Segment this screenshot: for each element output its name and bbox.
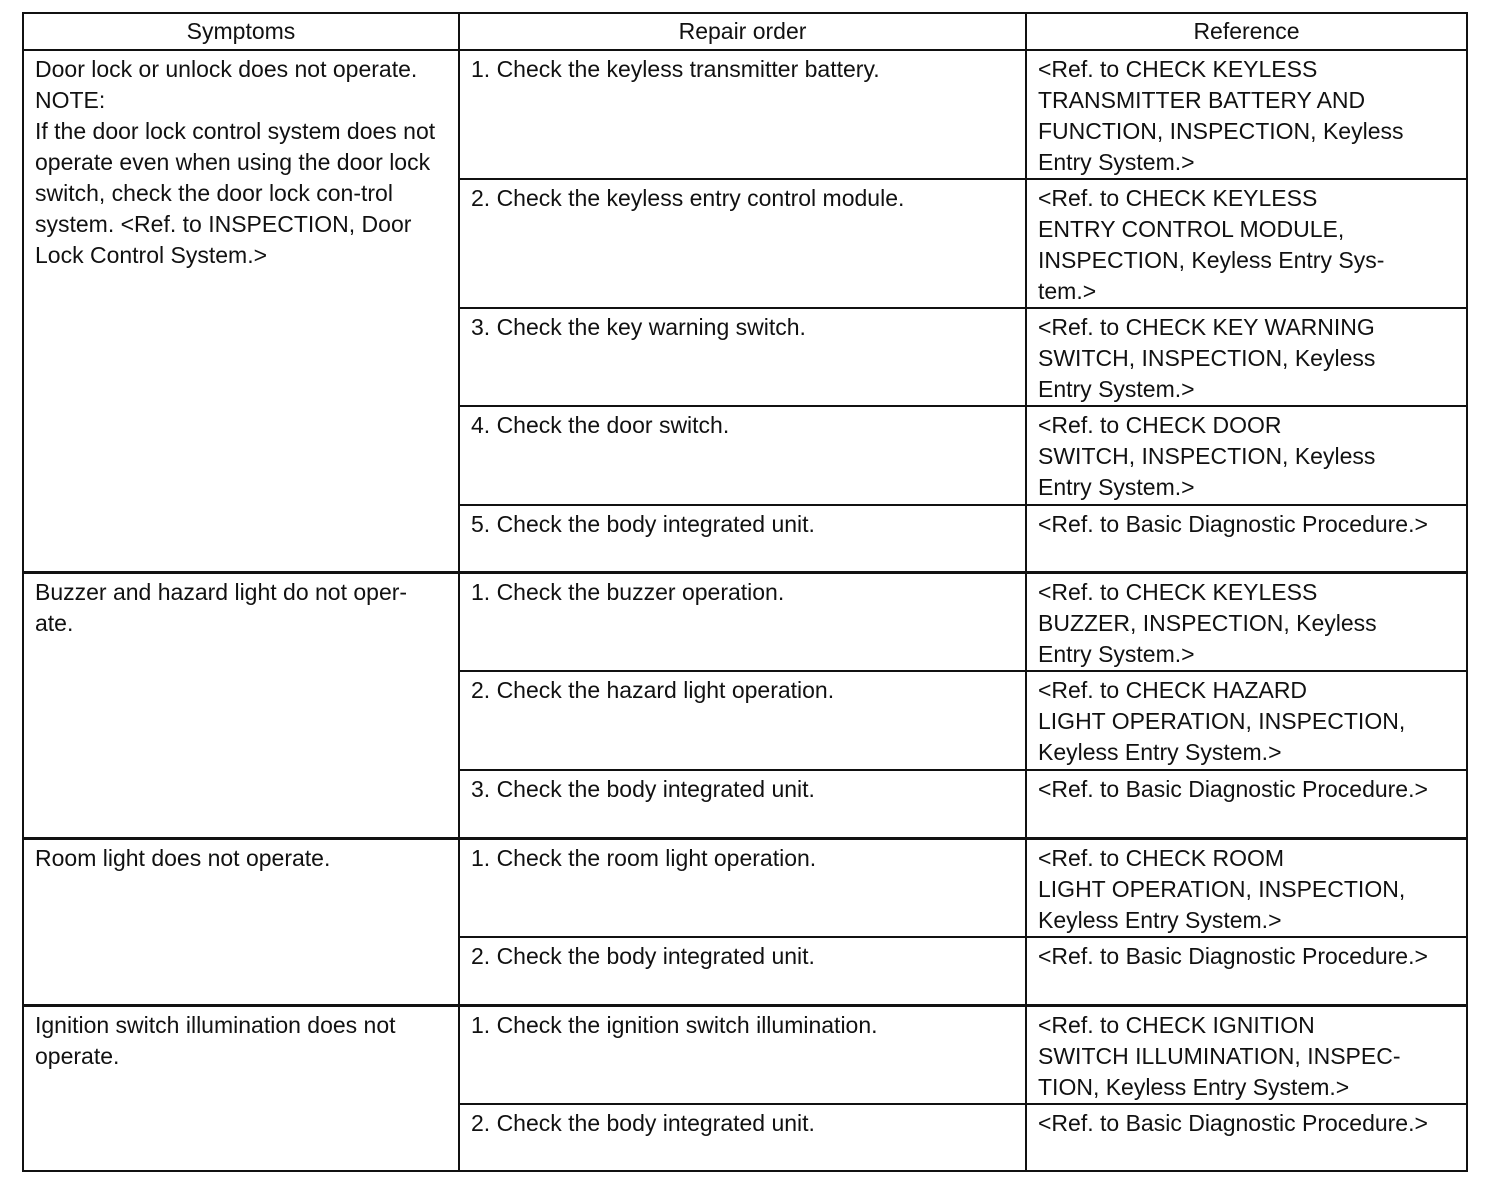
reference-cell: <Ref. to Basic Diagnostic Procedure.> (1026, 1104, 1467, 1171)
table-row (23, 50, 1467, 179)
reference-cell: <Ref. to Basic Diagnostic Procedure.> (1026, 505, 1467, 572)
symptom-cell: Room light does not operate. (23, 838, 459, 1005)
table-row (23, 1005, 1467, 1104)
reference-cell: <Ref. to Basic Diagnostic Procedure.> (1026, 770, 1467, 838)
repair-step: 1. Check the keyless transmitter battery. (459, 50, 1026, 179)
header-reference: Reference (1026, 13, 1467, 50)
reference-cell: <Ref. to CHECK IGNITION SWITCH ILLUMINATION, INSPEC- TION, Keyless Entry System.> (1026, 1005, 1467, 1104)
reference-cell: <Ref. to CHECK KEYLESS BUZZER, INSPECTION, Keyless Entry System.> (1026, 572, 1467, 671)
diagnostic-table (22, 12, 1468, 1172)
symptom-cell: Buzzer and hazard light do not oper- ate. (23, 572, 459, 838)
reference-cell: <Ref. to CHECK ROOM LIGHT OPERATION, INSPECTION, Keyless Entry System.> (1026, 838, 1467, 937)
symptom-cell: Ignition switch illumination does not operate. (23, 1005, 459, 1171)
repair-step: 2. Check the body integrated unit. (459, 1104, 1026, 1171)
repair-step: 1. Check the ignition switch illumination. (459, 1005, 1026, 1104)
header-repair-order: Repair order (459, 13, 1026, 50)
repair-step: 2. Check the keyless entry control module. (459, 179, 1026, 308)
reference-cell: <Ref. to CHECK KEYLESS ENTRY CONTROL MODULE, INSPECTION, Keyless Entry Sys- tem.> (1026, 179, 1467, 308)
repair-step: 2. Check the hazard light operation. (459, 671, 1026, 770)
repair-step: 5. Check the body integrated unit. (459, 505, 1026, 572)
repair-step: 3. Check the key warning switch. (459, 308, 1026, 406)
repair-step: 3. Check the body integrated unit. (459, 770, 1026, 838)
repair-step: 4. Check the door switch. (459, 406, 1026, 505)
repair-step: 1. Check the buzzer operation. (459, 572, 1026, 671)
reference-cell: <Ref. to Basic Diagnostic Procedure.> (1026, 937, 1467, 1005)
table-row (23, 838, 1467, 937)
reference-cell: <Ref. to CHECK KEY WARNING SWITCH, INSPECTION, Keyless Entry System.> (1026, 308, 1467, 406)
reference-cell: <Ref. to CHECK HAZARD LIGHT OPERATION, INSPECTION, Keyless Entry System.> (1026, 671, 1467, 770)
header-row (23, 13, 1467, 50)
header-symptoms: Symptoms (23, 13, 459, 50)
table-row (23, 572, 1467, 671)
reference-cell: <Ref. to CHECK KEYLESS TRANSMITTER BATTERY AND FUNCTION, INSPECTION, Keyless Entry System.> (1026, 50, 1467, 179)
reference-cell: <Ref. to CHECK DOOR SWITCH, INSPECTION, Keyless Entry System.> (1026, 406, 1467, 505)
repair-step: 2. Check the body integrated unit. (459, 937, 1026, 1005)
symptom-cell: Door lock or unlock does not operate. NOTE: If the door lock control system does not operate even when using the door lock switch, check the door lock con-trol system. <Ref. to INSPECTION, Door Lock Control System.> (23, 50, 459, 572)
repair-step: 1. Check the room light operation. (459, 838, 1026, 937)
